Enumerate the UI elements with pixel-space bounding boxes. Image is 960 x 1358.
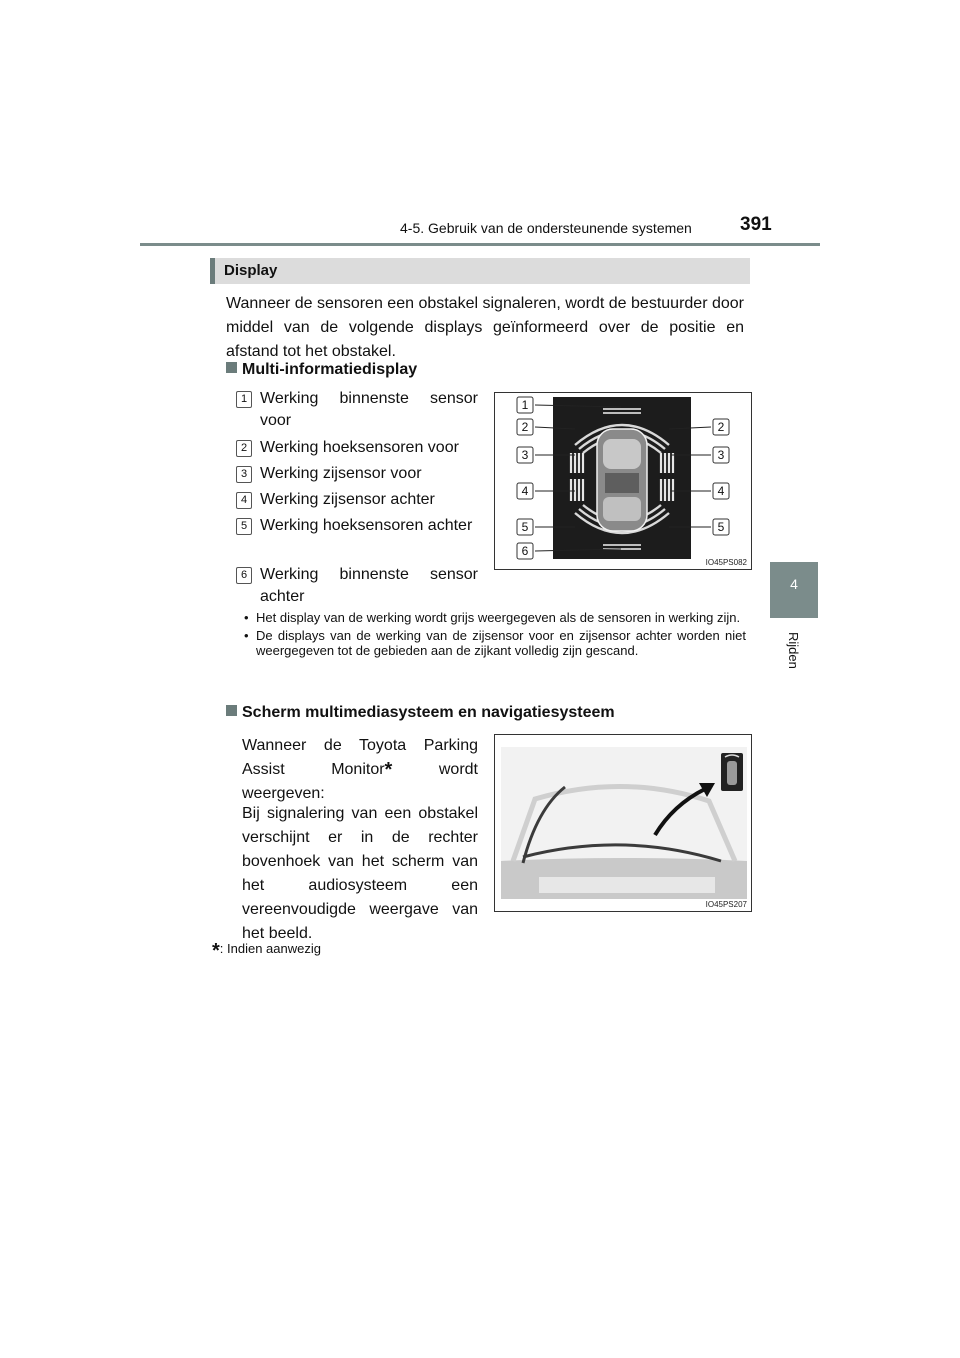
- subheading-text: Multi-informatiedisplay: [242, 361, 418, 378]
- footnote-text: : Indien aanwezig: [219, 941, 321, 956]
- list-number: 5: [236, 518, 252, 535]
- chapter-number: 4: [790, 576, 798, 592]
- list-item: Werking binnenste sensor achter: [260, 566, 478, 605]
- list-item: Werking binnenste sensor voor: [260, 390, 478, 429]
- figure-multi-info-display: [494, 392, 752, 570]
- figure-multimedia-screen: [494, 734, 752, 912]
- list-number: 6: [236, 567, 252, 584]
- section-heading-bar: [210, 258, 750, 284]
- simplified-view-icon: [721, 753, 743, 791]
- callout-6: 6: [521, 544, 529, 558]
- callout-4-left: 4: [521, 484, 529, 498]
- footnote: [212, 940, 321, 963]
- list-number: 2: [236, 440, 252, 457]
- bumper-strip: [539, 877, 715, 893]
- callout-2-right: 2: [717, 420, 725, 434]
- paragraph-text: wordt weergeven:: [242, 761, 478, 802]
- paragraph-text: Wanneer de Toyota Parking Assist Monitor: [242, 737, 478, 778]
- square-bullet-icon: [226, 705, 237, 716]
- subheading-multimedia: [226, 704, 615, 722]
- callout-5-right: 5: [717, 520, 725, 534]
- list-item: Werking zijsensor voor: [260, 465, 422, 482]
- paragraph-monitor: [242, 734, 478, 806]
- subheading-text: Scherm multimediasysteem en navigatiesysteem: [242, 704, 615, 721]
- list-item: Werking hoeksensoren achter: [260, 517, 473, 534]
- intro-paragraph: Wanneer de sensoren een obstakel signaleren, wordt de bestuurder door middel van de volgende displays geïnformeerd over de positie en afstand tot het obstakel.: [226, 295, 744, 360]
- callout-4-right: 4: [717, 484, 725, 498]
- notes-list: [244, 610, 746, 661]
- header-rule: [140, 243, 820, 246]
- figure-code: IO45PS207: [705, 900, 747, 909]
- subheading-multi-info: [226, 361, 417, 379]
- section-heading: Display: [224, 262, 278, 279]
- page-number: 391: [740, 214, 772, 235]
- callout-3-right: 3: [717, 448, 725, 462]
- section-heading-accent: [210, 258, 215, 284]
- footnote-marker: *: [384, 759, 393, 781]
- square-bullet-icon: [226, 362, 237, 373]
- list-number: 3: [236, 466, 252, 483]
- callout-3-left: 3: [521, 448, 529, 462]
- list-number: 1: [236, 391, 252, 408]
- car-top-view-icon: [597, 429, 647, 531]
- callout-1: 1: [521, 398, 529, 412]
- camera-view-diagram: [495, 735, 751, 911]
- list-item: Werking hoeksensoren voor: [260, 439, 459, 456]
- note-item: • Het display van de werking wordt grijs weergegeven als de sensoren in werking zijn.: [244, 610, 746, 625]
- footnote-asterisk: *: [212, 940, 220, 962]
- callout-5-left: 5: [521, 520, 529, 534]
- callout-2-left: 2: [521, 420, 529, 434]
- note-item: • De displays van de werking van de zijsensor voor en zijsensor achter worden niet weergegeven tot de gebieden aan de zijkant volledig zijn gescand.: [244, 628, 746, 658]
- list-number: 4: [236, 492, 252, 509]
- paragraph-signal: Bij signalering van een obstakel verschijnt er in de rechter bovenhoek van het scherm van het audiosysteem een vereenvoudigde weergave van het beeld.: [242, 805, 478, 942]
- running-header: 4-5. Gebruik van de ondersteunende systemen: [400, 220, 692, 236]
- parking-sensor-diagram: [495, 393, 751, 569]
- figure-code: IO45PS082: [705, 558, 747, 567]
- chapter-label: Rijden: [786, 632, 801, 669]
- list-item: Werking zijsensor achter: [260, 491, 435, 508]
